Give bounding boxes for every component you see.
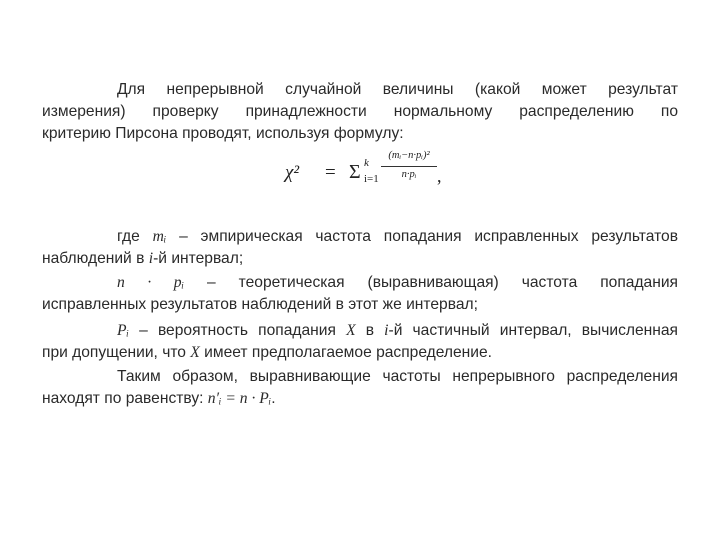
definition-empirical-line-1 — [42, 226, 678, 248]
definition-probability — [42, 320, 678, 364]
conclusion-line-1: Таким образом, выравнивающие частоты непрерывного распределения — [117, 368, 678, 385]
definition-probability-line-2 — [42, 342, 678, 364]
formula-equals: = — [325, 162, 336, 183]
conclusion-line-2 — [42, 388, 678, 410]
symbol-n-p-i: n · pᵢ — [117, 274, 185, 291]
formula-sum-symbol: Σ — [349, 161, 361, 183]
intro-line-3: критерию Пирсона проводят, используя формулу: — [42, 125, 404, 142]
intro-line-1: Для непрерывной случайной величины (какой может результат — [117, 81, 678, 98]
intro-paragraph — [42, 79, 678, 145]
symbol-P-i: Pᵢ — [117, 322, 129, 339]
definition-empirical — [42, 226, 678, 270]
definition-probability-text-e: имеет предполагаемое распределение. — [199, 344, 493, 361]
definition-probability-text-d: при допущении, что — [42, 344, 191, 361]
definition-probability-text-a: – вероятность попадания — [129, 322, 347, 339]
definition-theoretical — [42, 272, 678, 316]
definition-theoretical-text: – теоретическая (выравнивающая) частота попадания — [184, 274, 678, 291]
formula-fraction-bar — [381, 166, 437, 167]
formula-chi-squared: χ² — [285, 162, 300, 183]
formula-sum-upper: k — [364, 157, 369, 169]
conclusion-text: находят по равенству: — [42, 390, 208, 407]
definition-where: где — [117, 228, 140, 245]
intro-line-2: измерения) проверку принадлежности нормальному распределению по — [42, 103, 678, 120]
definition-empirical-text-3: -й интервал; — [153, 250, 244, 267]
definition-probability-text-b: в — [355, 322, 385, 339]
definition-probability-text-c: -й частичный интервал, вычисленная — [388, 322, 678, 339]
definition-theoretical-line-1 — [42, 272, 678, 294]
definition-theoretical-line-2: исправленных результатов наблюдений в этот же интервал; — [42, 296, 478, 313]
symbol-m-i: mᵢ — [152, 228, 167, 245]
symbol-X-2: X — [190, 344, 200, 361]
symbol-i: i — [148, 250, 154, 267]
conclusion-period: . — [271, 390, 276, 407]
conclusion-formula: n′ᵢ = n · Pᵢ — [207, 390, 272, 407]
definition-empirical-text: – эмпирическая частота попадания исправленных результатов — [166, 228, 678, 245]
formula-denominator: n·pᵢ — [401, 169, 417, 180]
definition-empirical-text-2: наблюдений в — [42, 250, 149, 267]
definition-empirical-line-2 — [42, 248, 678, 270]
symbol-X: X — [346, 322, 356, 339]
symbol-i-2: i — [384, 322, 389, 339]
formula-fraction — [381, 148, 437, 180]
formula-comma: , — [437, 166, 442, 186]
formula-numerator: (mᵢ−n·pᵢ)² — [388, 150, 430, 161]
formula-sum-lower: i=1 — [364, 173, 379, 185]
conclusion-paragraph — [42, 366, 678, 410]
definition-probability-line-1 — [42, 320, 678, 342]
